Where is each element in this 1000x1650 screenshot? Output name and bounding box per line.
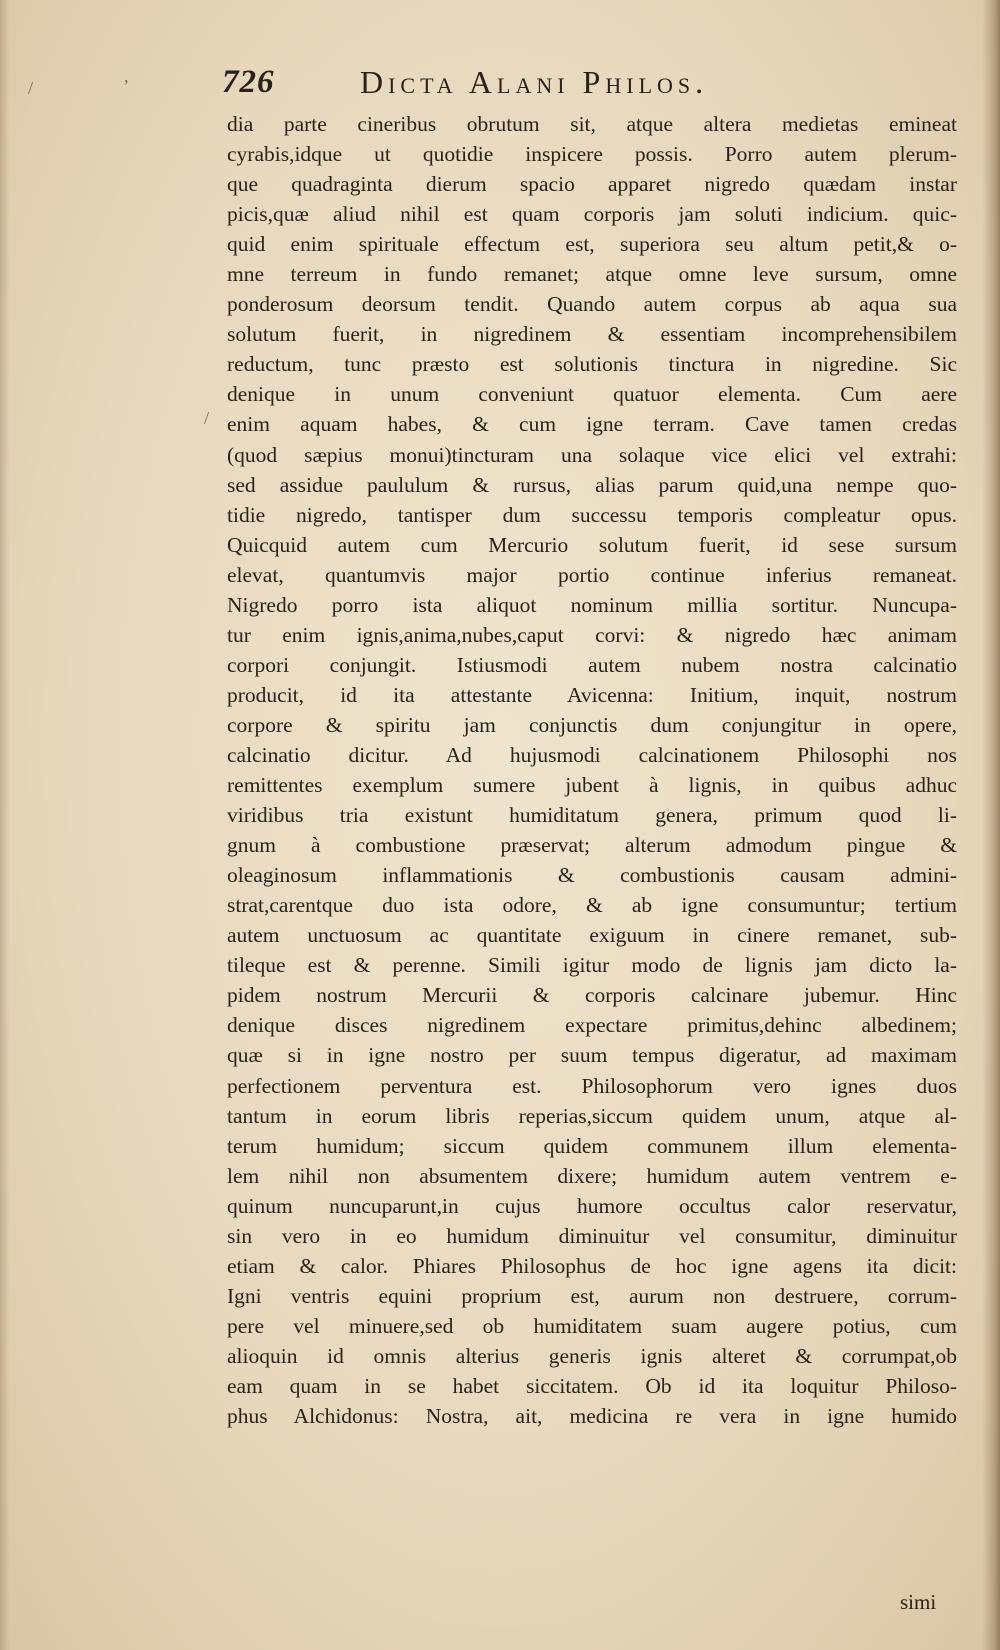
text-line: strat,carentque duo ista odore, & ab igne consumuntur; tertium: [227, 893, 957, 918]
text-line: solutum fuerit, in nigredinem & essentiam incomprehensibilem: [227, 322, 957, 347]
text-line: calcinatio dicitur. Ad hujusmodi calcinationem Philosophi nos: [227, 742, 957, 767]
running-title: Dicta Alani Philos.: [360, 64, 709, 100]
text-line: gnum à combustione præservat; alterum admodum pingue &: [227, 833, 957, 858]
text-line: quinum nuncuparunt,in cujus humore occultus calor reservatur,: [227, 1193, 957, 1218]
text-line: enim aquam habes, & cum igne terram. Cave tamen credas: [227, 412, 957, 437]
text-line: tantum in eorum libris reperias,siccum quidem unum, atque al-: [227, 1103, 957, 1128]
text-line: Nigredo porro ista aliquot nominum millia sortitur. Nuncupa-: [227, 592, 957, 617]
page-number: 726: [222, 64, 275, 100]
margin-mark: /: [28, 78, 34, 98]
text-line: eam quam in se habet siccitatem. Ob id ita loquitur Philoso-: [227, 1373, 957, 1398]
text-line: sed assidue paululum & rursus, alias parum quid,una nempe quo-: [227, 472, 957, 497]
text-line: autem unctuosum ac quantitate exiguum in cinere remanet, sub-: [227, 923, 957, 948]
body-text: [227, 109, 957, 1431]
text-line: viridibus tria existunt humiditatum genera, primum quod li-: [227, 803, 957, 828]
margin-mark: /: [204, 408, 210, 428]
text-line: denique disces nigredinem expectare primitus,dehinc albedinem;: [227, 1013, 957, 1038]
text-line: mne terreum in fundo remanet; atque omne leve sursum, omne: [227, 262, 957, 287]
catchword: simi: [900, 1590, 937, 1614]
text-line: sin vero in eo humidum diminuitur vel consumitur, diminuitur: [227, 1223, 957, 1248]
text-line: remittentes exemplum sumere jubent à lignis, in quibus adhuc: [227, 773, 957, 798]
text-line: oleaginosum inflammationis & combustionis causam admini-: [227, 863, 957, 888]
page-header: [222, 64, 802, 104]
text-line: tileque est & perenne. Simili igitur modo de lignis jam dicto la-: [227, 953, 957, 978]
text-line: que quadraginta dierum spacio apparet nigredo quædam instar: [227, 172, 957, 197]
text-line: pidem nostrum Mercurii & corporis calcinare jubemur. Hinc: [227, 983, 957, 1008]
text-line: quæ si in igne nostro per suum tempus digeratur, ad maximam: [227, 1043, 957, 1068]
text-line: Quicquid autem cum Mercurio solutum fuerit, id sese sursum: [227, 532, 957, 557]
text-line: corpore & spiritu jam conjunctis dum conjungitur in opere,: [227, 712, 957, 737]
text-line: cyrabis,idque ut quotidie inspicere possis. Porro autem plerum-: [227, 142, 957, 167]
text-line: elevat, quantumvis major portio continue inferius remaneat.: [227, 562, 957, 587]
text-line: terum humidum; siccum quidem communem illum elementa-: [227, 1133, 957, 1158]
text-line: dia parte cineribus obrutum sit, atque altera medietas emineat: [227, 112, 957, 136]
text-line: alioquin id omnis alterius generis ignis alteret & corrumpat,ob: [227, 1343, 957, 1368]
text-line: ponderosum deorsum tendit. Quando autem corpus ab aqua sua: [227, 292, 957, 317]
text-line: tidie nigredo, tantisper dum successu temporis compleatur opus.: [227, 502, 957, 527]
text-line: lem nihil non absumentem dixere; humidum autem ventrem e-: [227, 1163, 957, 1188]
text-line: Igni ventris equini proprium est, aurum non destruere, corrum-: [227, 1283, 957, 1308]
text-line: corpori conjungit. Istiusmodi autem nubem nostra calcinatio: [227, 652, 957, 677]
text-line: tur enim ignis,anima,nubes,caput corvi: & nigredo hæc animam: [227, 622, 957, 647]
text-line: quid enim spirituale effectum est, superiora seu altum petit,& o-: [227, 232, 957, 257]
page-left-shadow: [0, 0, 10, 1650]
text-line: pere vel minuere,sed ob humiditatem suam augere potius, cum: [227, 1313, 957, 1338]
text-line: reductum, tunc præsto est solutionis tinctura in nigredine. Sic: [227, 352, 957, 377]
text-line: denique in unum conveniunt quatuor elementa. Cum aere: [227, 382, 957, 407]
text-line: picis,quæ aliud nihil est quam corporis jam soluti indicium. quic-: [227, 202, 957, 227]
margin-mark: ,: [124, 66, 129, 86]
text-line: (quod sæpius monui)tincturam una solaque vice elici vel extrahi:: [227, 442, 957, 467]
text-line: producit, id ita attestante Avicenna: Initium, inquit, nostrum: [227, 682, 957, 707]
page-right-shadow: [982, 0, 1000, 1650]
text-line: phus Alchidonus: Nostra, ait, medicina re vera in igne humido: [227, 1404, 957, 1429]
text-line: perfectionem perventura est. Philosophorum vero ignes duos: [227, 1073, 957, 1098]
text-line: etiam & calor. Phiares Philosophus de hoc igne agens ita dicit:: [227, 1253, 957, 1278]
